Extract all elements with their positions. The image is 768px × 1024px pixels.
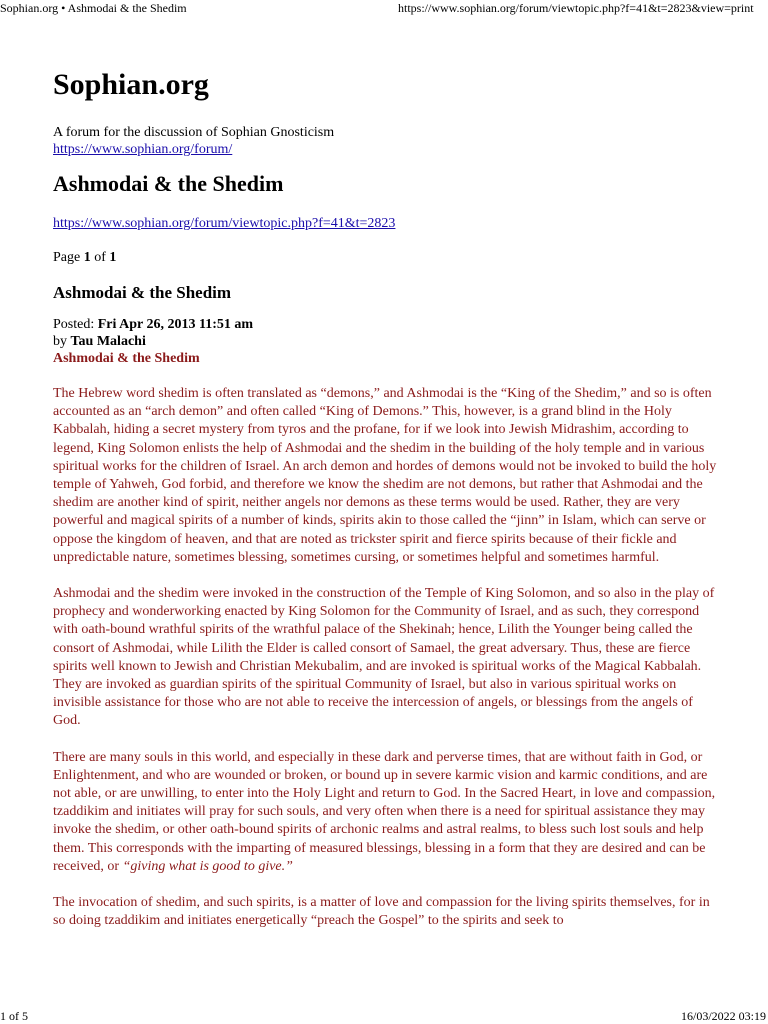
post-subject: Ashmodai & the Shedim xyxy=(53,351,200,366)
print-header-url: https://www.sophian.org/forum/viewtopic.php?f=41&t=2823&view=print xyxy=(398,1,754,15)
post-paragraph: Ashmodai and the shedim were invoked in the construction of the Temple of King Solomon, and so also in the play of prophecy and wonderworking enacted by King Solomon for the Community of Israel, and as such, they correspond with oath-bound wrathful spirits of the wrathful palace of the Shekinah; hence, Lilith the Younger being called the consort of Ashmodai, while Lilith the Elder is called consort of Samael, the great adversary. Thus, these are fierce spirits well known to Jewish and Christian Mekubalim, and are invoked is spiritual works of the Magical Kabbalah. They are invoked as guardian spirits of the spiritual Community of Israel, but also in various spiritual works on invisible assistance for those who are not able to receive the intercession of angels, or blessings from the angels of God. xyxy=(53,586,715,729)
print-footer xyxy=(0,1008,768,1024)
site-description: A forum for the discussion of Sophian Gnosticism xyxy=(53,125,335,140)
site-description-block xyxy=(53,124,718,158)
print-header-title: Sophian.org • Ashmodai & the Shedim xyxy=(0,1,187,15)
pagination xyxy=(53,249,718,266)
post-paragraph: The invocation of shedim, and such spirits, is a matter of love and compassion for the living spirits themselves, for in so doing tzaddikim and initiates energetically “preach the Gospel” to the spirits and seek to xyxy=(53,895,710,929)
posted-date: Fri Apr 26, 2013 11:51 am xyxy=(97,317,254,332)
topic-url-block xyxy=(53,215,718,232)
topic-url-link[interactable]: https://www.sophian.org/forum/viewtopic.php?f=41&t=2823 xyxy=(53,216,396,231)
by-label: by xyxy=(53,334,71,349)
posted-label: Posted: xyxy=(53,317,98,332)
post-meta xyxy=(53,316,718,367)
post-paragraph xyxy=(53,749,718,876)
post-date-line xyxy=(53,316,718,333)
pagination-total: 1 xyxy=(109,250,117,265)
post-title: Ashmodai & the Shedim xyxy=(53,283,232,302)
topic-title: Ashmodai & the Shedim xyxy=(53,171,284,196)
pagination-current: 1 xyxy=(83,250,91,265)
post-paragraph-text: There are many souls in this world, and especially in these dark and perverse times, that are without faith in God, or Enlightenment, and who are wounded or broken, or bound up in severe karmic vision and karmic conditions, and are not able, or are unwilling, to enter into the Holy Light and return to God. In the Sacred Heart, in love and compassion, tzaddikim and initiates will pray for such souls, and very often when there is a need for spiritual assistance they may invoke the shedim, or other oath-bound spirits of archonic realms and astral realms, to bless such lost souls and help them. This corresponds with the imparting of measured blessings, blessing in a form that they are desired and can be received, or xyxy=(53,749,716,874)
page-count: 1 of 5 xyxy=(0,1009,28,1023)
post-paragraph: The Hebrew word shedim is often translated as “demons,” and Ashmodai is the “King of the Shedim,” and so is often accounted as an “arch demon” and often called “King of Demons.” This, however, is a grand blind in the Holy Kabbalah, hiding a secret mystery from tyros and the profane, for if we look into Jewish Midrashim, according to legend, King Solomon enlists the help of Ashmodai and the shedim in the building of the holy temple and in various spiritual works for the children of Israel. An arch demon and hordes of demons would not be invoked to build the holy temple of Yahweh, God forbid, and therefore we know the shedim are not demons, but rather that Ashmodai and the shedim are another kind of spirit, neither angels nor demons as these terms would be used. Rather, they are very powerful and magical spirits of a number of kinds, spirits akin to those called the “jinn” in Islam, which can serve or oppose the kingdom of heaven, and that are noted as trickster spirit and fierce spirits because of their fickle and unpredictable nature, sometimes blessing, sometimes cursing, or sometimes helpful and sometimes harmful. xyxy=(53,386,717,565)
site-title: Sophian.org xyxy=(53,68,209,101)
print-timestamp: 16/03/2022 03:19 xyxy=(680,1009,766,1023)
post-author-line xyxy=(53,333,718,350)
post-emphasis: “giving what is good to give.” xyxy=(122,858,293,874)
post-body xyxy=(53,385,718,930)
pagination-prefix: Page xyxy=(53,250,84,265)
print-header xyxy=(0,0,768,20)
post-author: Tau Malachi xyxy=(70,334,146,349)
site-url-link[interactable]: https://www.sophian.org/forum/ xyxy=(53,142,233,157)
pagination-of: of xyxy=(90,250,110,265)
page-content xyxy=(53,64,718,948)
